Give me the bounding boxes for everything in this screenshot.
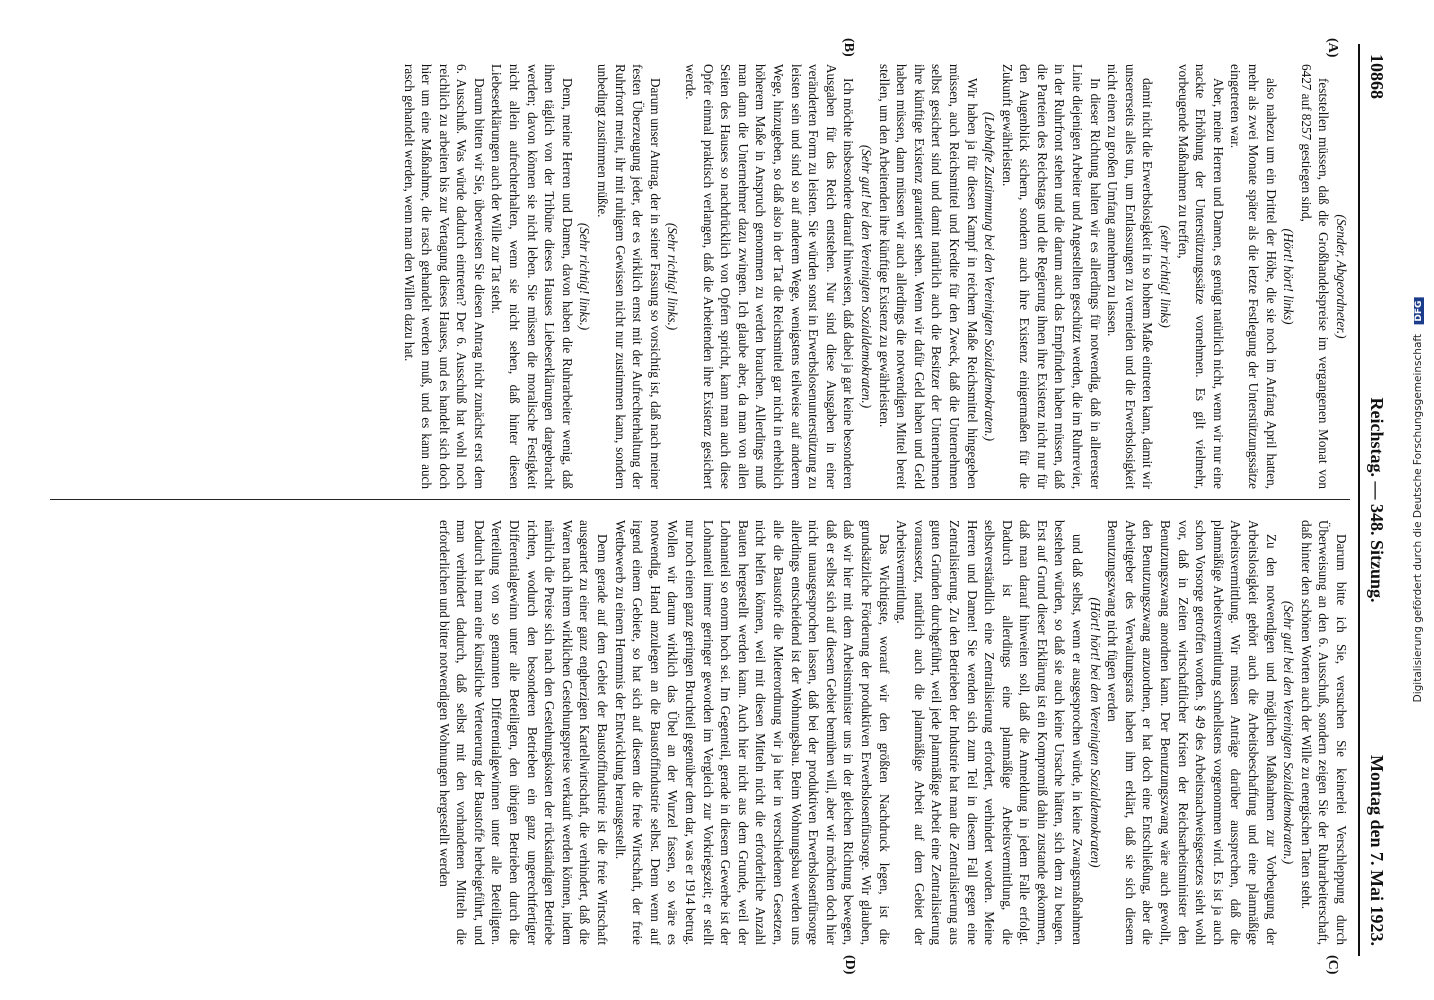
- stage-direction: (Sehr richtig! links.): [577, 222, 593, 331]
- side-caption-strip: [1408, 0, 1428, 1000]
- stage-direction: (Hört! hört! bei den Vereinigten Sozialdemokraten): [1087, 597, 1103, 868]
- paragraph: Das Wichtigste, worauf wir den größten Nachdruck legen, ist die grundsätzliche Förderung der produktiven Erwerbslosenfürsorge. Wir glauben, daß wir hier mit dem Arbeitsminister uns in der gleichen Richtung bewegen, daß er selbst sich auf diesem Gebiet bemühen will, aber wir möchten doch hier nicht unausgesprochen lassen, daß bei der produktiven Erwerbslosenfürsorge allerdings entscheidend ist der Wohnungsbau. Beim Wohnungsbau werden uns alle die Baustoffe die Mieterordnung wir ja hier in verschiedenen Gesetzen, nicht helfen können, weil mit diesen Mitteln nicht die erforderliche Anzahl Bauten hergestellt werden kann. Auch hier nicht aus dem Grunde, weil der Lohnanteil so enorm hoch sei. Im Gegenteil, gerade in diesem Gewerbe ist der Lohnanteil immer geringer geworden im Vergleich zur Vorkriegszeit; er stellt nur noch einen ganz geringen Bruchteil gegenüber dem dar, was er 1914 betrug. Wollen wir darum wirklich das Übel an der Wurzel fassen, so wäre es notwendig, Hand anzulegen an die Baustoffindustrie selbst. Denn wenn auf irgend einem Gebiete, so hat sich auf diesem die freie Wirtschaft, der freie Wettbewerb zu einem Hemmnis der Entwicklung herausgestellt.: [612, 520, 892, 945]
- margin-marker-a: (A): [1325, 38, 1340, 58]
- paragraph: Denn, meine Herren und Damen, davon haben die Ruhrarbeiter wenig, daß ihnen täglich von der Tribüne dieses Hauses Liebeserklärungen dargebracht werden; davon können sie nicht leben. Sie müssen die moralische Festigkeit nicht allein aufrechterhalten, wenn sie nicht sehen, daß hinter diesen Liebeserklärungen auch der Wille zur Tat steht.: [489, 64, 575, 489]
- side-caption-text: Digitalisierung gefördert durch die Deutsche Forschungsgemeinschaft: [1412, 333, 1424, 703]
- margin-marker-d: (D): [842, 955, 857, 975]
- paragraph: Zu den notwendigen und möglichen Maßnahmen zur Vorbeugung der Arbeitslosigkeit gehört auch die Arbeitsbeschaffung und eine planmäßige Arbeitsvermittlung. Wir müssen Anträge darüber aussprechen, daß die planmäßige Arbeitsvermittlung schnellstens vorgenommen wird. Es ist ja auch schon Vorsorge getroffen worden. § 49 des Arbeitsnachweisgesetzes sieht wohl vor, daß in Zeiten wirtschaftlicher Krisen der Reichsarbeitsminister den Benutzungszwang anordnen kann. Der Benutzungszwang wäre auch gewollt, den Benutzungszwang anzuordnen, er hat doch eine Entschließung, aber die Arbeitgeber des Verwaltungsrats haben ihm erklärt, daß sie sich diesem Benutzungszwang nicht fügen werden: [1105, 520, 1279, 945]
- dfg-logo: DFG: [1414, 298, 1424, 325]
- paragraph: Aber, meine Herren und Damen, es genügt natürlich nicht, wenn wir nur eine nackte Erhöhung der Unterstützungssätze vornehmen. Es gilt vielmehr, vorbeugende Maßnahmen zu treffen,: [1175, 64, 1226, 489]
- session-date: Montag den 7. Mai 1923.: [1367, 755, 1388, 946]
- margin-marker-b: (B): [841, 38, 856, 57]
- stage-direction: (Lebhafte Zustimmung bei den Vereinigten Sozialdemokraten.): [982, 111, 998, 442]
- column-divider: [50, 499, 1350, 500]
- page-title: Reichstag. — 348. Sitzung.: [1367, 397, 1388, 603]
- paragraph: also nahezu um ein Drittel der Höhe, die sie noch im Anfang April hatten, mehr als zwei Monate später als die letzte Festlegung der Unterstützungssätze eingetreten war.: [1228, 64, 1279, 489]
- stage-direction: (Sehr gut! bei den Vereinigten Sozialdemokraten.): [858, 144, 874, 409]
- page-header: [1364, 20, 1390, 980]
- left-column: [400, 64, 1350, 489]
- rotated-page: [32, 20, 1402, 980]
- stage-direction: (Hört! hört! links): [1281, 228, 1297, 325]
- right-column: [435, 520, 1350, 945]
- paragraph: Darum unser Antrag, der in seiner Fassung so vorsichtig ist, daß nach meiner festen Überzeugung jeder, der es wirklich ernst mit der Aufrechterhaltung der Ruhrfront meint, ihr mit ruhigem Gewissen nicht nur zustimmen kann, sondern unbedingt zustimmen müßte.: [595, 64, 663, 489]
- stage-direction: (sehr richtig! links): [1158, 225, 1174, 328]
- paragraph: Denn gerade auf dem Gebiet der Baustoffindustrie ist die freie Wirtschaft ausgeartet zu einer ganz engherzigen Kartellwirtschaft, die verhindert, daß die Waren nach ihrem wirklichen Gestehungspreise verkauft werden können, indem nämlich die Preise sich nach den Gestehungskosten der rückständigen Betriebe richten, wodurch den besonderen Betrieben ein ganz ungerechtfertigter Differentialgewinn unter alle Beteiligten, den übrigen Betrieben durch die Verteilung von so genannten Differentialgewinnen unter alle Beteiligten. Dadurch hat man eine künstliche Verteuerung der Baustoffe herbeigeführt, und man verhindert dadurch, daß selbst mit den vorhandenen Mitteln die erforderlichen und bitter notwendigen Wohnungen hergestellt werden: [436, 520, 611, 945]
- paragraph: Darum bitte ich Sie, versuchen Sie keinerlei Verschleppung durch Überweisung an den 6. Ausschuß, sondern zeigen Sie der Ruhrarbeiterschaft, daß hinter den schönen Worten auch der Wille zu energischen Taten steht.: [1298, 520, 1349, 945]
- paragraph: In dieser Richtung halten wir es allerdings für notwendig, daß in allererster Linie diejenigen Arbeiter und Angestellten geschützt werden, die im Ruhrrevier, in der Ruhrfront stehen und die darum auch das Empfinden haben müssen, daß die Parteien des Reichstags und die Regierung ihnen ihre Existenz nicht nur für den Augenblick sichern, sondern auch ihre Existenz einigermaßen für die Zukunft gewährleisten.: [999, 64, 1103, 489]
- header-rule: [1358, 44, 1360, 956]
- paragraph: damit nicht die Erwerbslosigkeit in so hohem Maße eintreten kann, damit wir unsererseits alles tun, um Entlassungen zu vermeiden und die Erwerbslosigkeit nicht einen zu großen Umfang annehmen zu lassen.: [1105, 64, 1156, 489]
- paragraph: Darum bitten wir Sie, überweisen Sie diesen Antrag nicht zunächst erst dem 6. Ausschuß. Was würde dadurch eintreten? Der 6. Ausschuß hat wohl noch reichlich zu arbeiten bis zur Vertagung dieses Hauses, und es handelt sich doch hier um eine Maßnahme, die rasch gehandelt werden muß, und es kann auch rasch gehandelt werden, wenn man den Willen dazu hat.: [401, 64, 487, 489]
- paragraph: feststellen müssen, daß die Großhandelspreise im vergangenen Monat von 6427 auf 8257 gestiegen sind,: [1298, 64, 1332, 489]
- paragraph: und daß selbst, wenn er ausgesprochen würde, in keine Zwangsmaßnahmen bestehen würden, so daß sie auch keine Ursache hätten, sich dem zu beugen. Erst auf Grund dieser Erklärung ist ein Kompromiß dahin zustande gekommen, daß man darauf hinweiten soll, daß die Anmeldung in jedem Falle erfolgt. Dadurch ist allerdings eine planmäßige Arbeitsvermittlung, die selbstverständlich eine Zentralisierung erfordert, verhindert worden. Meine Herren und Damen! Sie wenden sich zum Teil in diesem Fall gegen eine Zentralisierung. Zu den Betrieben der Industrie hat man die Zentralisierung aus guten Gründen durchgeführt, weil jede planmäßige Arbeit eine Zentralisierung voraussetzt, natürlich auch die planmäßige Arbeit auf dem Gebiet der Arbeitsvermittlung.: [894, 520, 1086, 945]
- side-caption: [1412, 298, 1424, 703]
- stage-direction: (Sehr richtig! links.): [665, 222, 681, 331]
- page-number: 10868: [1367, 54, 1388, 99]
- paragraph: Ich möchte insbesondere darauf hinweisen, daß dabei ja gar keine besonderen Ausgaben für das Reich entstehen. Nur sind diese Ausgaben in einer veränderten Form zu leisten. Sie würden sonst in Erwerbslosenunterstützung zu leisten sein und sind so auf anderem Wege, wenigstens teilweise auf anderem Wege, hinzugeben, so daß also in der Tat die Reichsmittel gar nicht in erheblich höherem Maße in Anspruch genommen zu werden brauchen. Allerdings muß man dann die Unternehmer dazu zwingen. Ich glaube aber, da man von allen Seiten des Hauses so nachdrücklich von Opfern spricht, kann man auch diese Opfer einmal praktisch verlangen, daß die Arbeitenden ihre Existenz gesichert werde.: [683, 64, 857, 489]
- stage-direction: (Sender, Abgeordneter.): [1334, 214, 1349, 339]
- stage-direction: (Sehr gut! bei den Vereinigten Sozialdemokraten.): [1281, 600, 1297, 865]
- paragraph: Wir haben ja für diesen Kampf in reichem Maße Reichsmittel hingegeben müssen, auch Reichsmittel und Kredite für den Zweck, daß die Unternehmen selbst gesichert sind und damit natürlich auch die Besitzer der Unternehmen ihre künftige Existenz garantiert sehen. Wenn wir dafür Geld haben und Geld haben müssen, dann müssen wir auch allerdings die notwendigen Mittel bereit stellen, um den Arbeitenden ihre künftige Existenz zu gewährleisten.: [876, 64, 980, 489]
- margin-marker-c: (C): [1325, 955, 1340, 975]
